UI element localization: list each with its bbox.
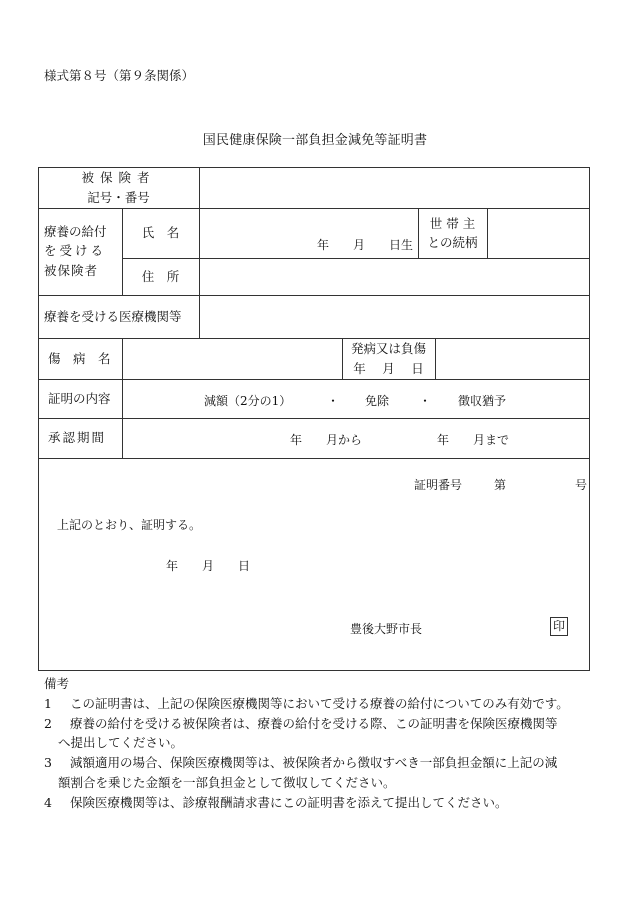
document-title: 国民健康保険一部負担金減免等証明書 xyxy=(202,133,428,148)
onset-label xyxy=(342,338,435,379)
certification-label: 証明の内容 xyxy=(48,390,111,406)
note-item xyxy=(44,753,569,773)
note-text: この証明書は、上記の保険医療機関等において受ける療養の給付についてのみ有効です。 xyxy=(70,695,569,711)
recipient-label-line1: 療養の給付 xyxy=(44,224,107,239)
certification-statement: 上記のとおり、証明する。 xyxy=(57,518,202,532)
onset-field[interactable] xyxy=(436,338,589,379)
option-reduction[interactable]: 減額（2分の1） xyxy=(204,394,292,408)
notes-heading: 備考 xyxy=(44,676,70,691)
option-separator: ・ xyxy=(419,394,432,408)
row-rule xyxy=(38,458,590,459)
mayor-title: 豊後大野市長 xyxy=(350,622,423,636)
note-item xyxy=(44,694,569,714)
insured-label-line2: 記号・番号 xyxy=(87,189,150,205)
recipient-label-line2: を受ける xyxy=(44,243,107,259)
notes-section xyxy=(44,674,569,813)
note-text: 保険医療機関等は、診療報酬請求書にこの証明書を添えて提出してください。 xyxy=(70,794,508,810)
cert-number-dai: 第 xyxy=(494,478,507,492)
option-exemption[interactable]: 免除 xyxy=(365,394,390,408)
form-number: 様式第８号（第９条関係） xyxy=(44,68,195,83)
option-postponement[interactable]: 徴収猶予 xyxy=(458,394,507,408)
injury-label: 傷 病 名 xyxy=(48,350,111,366)
certification-date: 年 月 日 xyxy=(166,559,251,573)
note-text: 療養の給付を受ける被保険者は、療養の給付を受ける際、この証明書を保険医療機関等 xyxy=(70,715,558,731)
onset-label-line2: 年 月 日 xyxy=(353,360,424,376)
note-text: 減額適用の場合、保険医療機関等は、被保険者から徴収すべき一部負担金額に上記の減 xyxy=(70,755,558,771)
note-number: 3 xyxy=(44,755,52,771)
seal-mark: 印 xyxy=(550,617,568,636)
injury-field[interactable] xyxy=(123,338,342,379)
approval-from: 年 月から xyxy=(290,433,363,447)
institution-field[interactable] xyxy=(200,295,589,338)
note-item xyxy=(44,714,569,734)
household-relation-label xyxy=(418,208,487,258)
household-label-line2: との続柄 xyxy=(427,235,478,250)
cert-number-go: 号 xyxy=(575,478,588,492)
note-number: 4 xyxy=(44,794,52,810)
recipient-label-line3: 被保険者 xyxy=(44,262,99,278)
address-field[interactable] xyxy=(200,258,589,295)
insured-label-line1: 被保険者 xyxy=(81,170,156,186)
approval-label: 承認期間 xyxy=(48,430,107,446)
onset-label-line1: 発病又は負傷 xyxy=(350,341,426,357)
household-label-line1: 世 帯 主 xyxy=(429,215,476,231)
household-relation-field[interactable] xyxy=(488,208,589,258)
approval-to: 年 月まで xyxy=(437,433,510,447)
address-label: 住 所 xyxy=(141,268,180,284)
cert-number-label: 証明番号 xyxy=(414,478,463,492)
note-number: 2 xyxy=(44,715,52,731)
dob-field: 年 月 日生 xyxy=(317,238,414,252)
note-continuation: 額割合を乗じた金額を一部負担金として徴収してください。 xyxy=(58,774,396,790)
note-continuation: へ提出してください。 xyxy=(58,735,184,751)
insured-id-field[interactable] xyxy=(200,167,589,208)
insured-id-label xyxy=(38,167,199,208)
name-label: 氏 名 xyxy=(141,225,180,241)
option-separator: ・ xyxy=(327,394,340,408)
institution-label: 療養を受ける医療機関等 xyxy=(44,308,182,324)
note-item xyxy=(44,793,569,813)
recipient-label xyxy=(44,208,122,295)
note-number: 1 xyxy=(44,695,52,711)
